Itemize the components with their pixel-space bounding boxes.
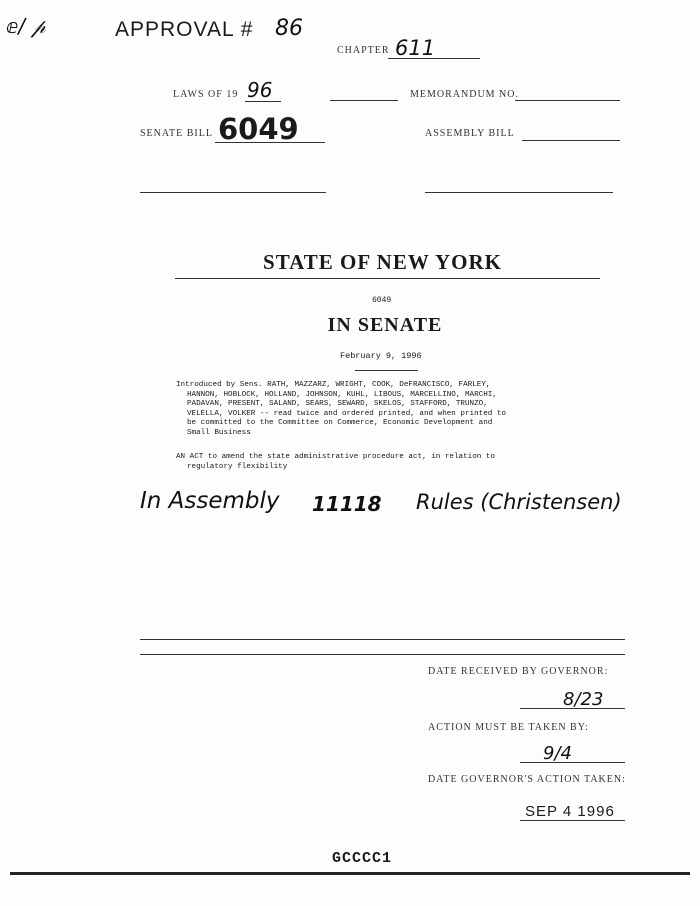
assembly-bill-blank [522,140,620,141]
action-value: 9/4 [543,743,572,764]
introduced-text: Introduced by Sens. RATH, MAZZARZ, WRIGHT, COOK, DeFRANCISCO, FARLEY, HANNON, HOBLOCK, HOLLAND, JOHNSON, KUHL, LIBOUS, MARCELLINO, MARCHI, PADAVAN, PRESENT, SALAND, SEARS, SEWARD, SKELOS, STAFFORD, TRUNZO, VELELLA, VOLKER -- read twice and ordered printed, and when printed to be committed to the Committee on Commerce, Economic Development and Small Business [176,381,506,437]
received-value: 8/23 [563,689,604,710]
approval-number: 86 [275,16,303,41]
state-title: STATE OF NEW YORK [263,250,502,274]
assembly-number-note: 11118 [312,492,382,516]
corner-scribble: ⅇ/ 𝓅 [6,14,46,38]
laws-value: 96 [247,78,273,102]
action-label: ACTION MUST BE TAKEN BY: [428,722,589,733]
rules-note: Rules (Christensen) [416,490,622,514]
in-assembly-note: In Assembly [140,488,280,514]
action-taken-value: SEP 4 1996 [525,803,615,820]
laws-label: LAWS OF 19 [173,89,239,100]
memorandum-label: MEMORANDUM NO. [410,89,520,100]
approval-label: APPROVAL # [115,18,254,41]
action-taken-label: DATE GOVERNOR'S ACTION TAKEN: [428,774,626,785]
assembly-bill-label: ASSEMBLY BILL [425,128,515,139]
chamber-title: IN SENATE [327,314,443,336]
act-text: AN ACT to amend the state administrative procedure act, in relation to regulatory flexibility [176,453,495,471]
bill-number: 6049 [372,296,392,305]
chapter-label: CHAPTER [337,45,390,56]
chapter-value: 611 [395,36,436,60]
intro-date: February 9, 1996 [340,351,422,361]
memorandum-blank [515,100,620,101]
senate-bill-label: SENATE BILL [140,128,213,139]
senate-bill-value: 6049 [218,112,299,146]
received-label: DATE RECEIVED BY GOVERNOR: [428,666,609,677]
page-code: GCCCC1 [332,850,393,867]
